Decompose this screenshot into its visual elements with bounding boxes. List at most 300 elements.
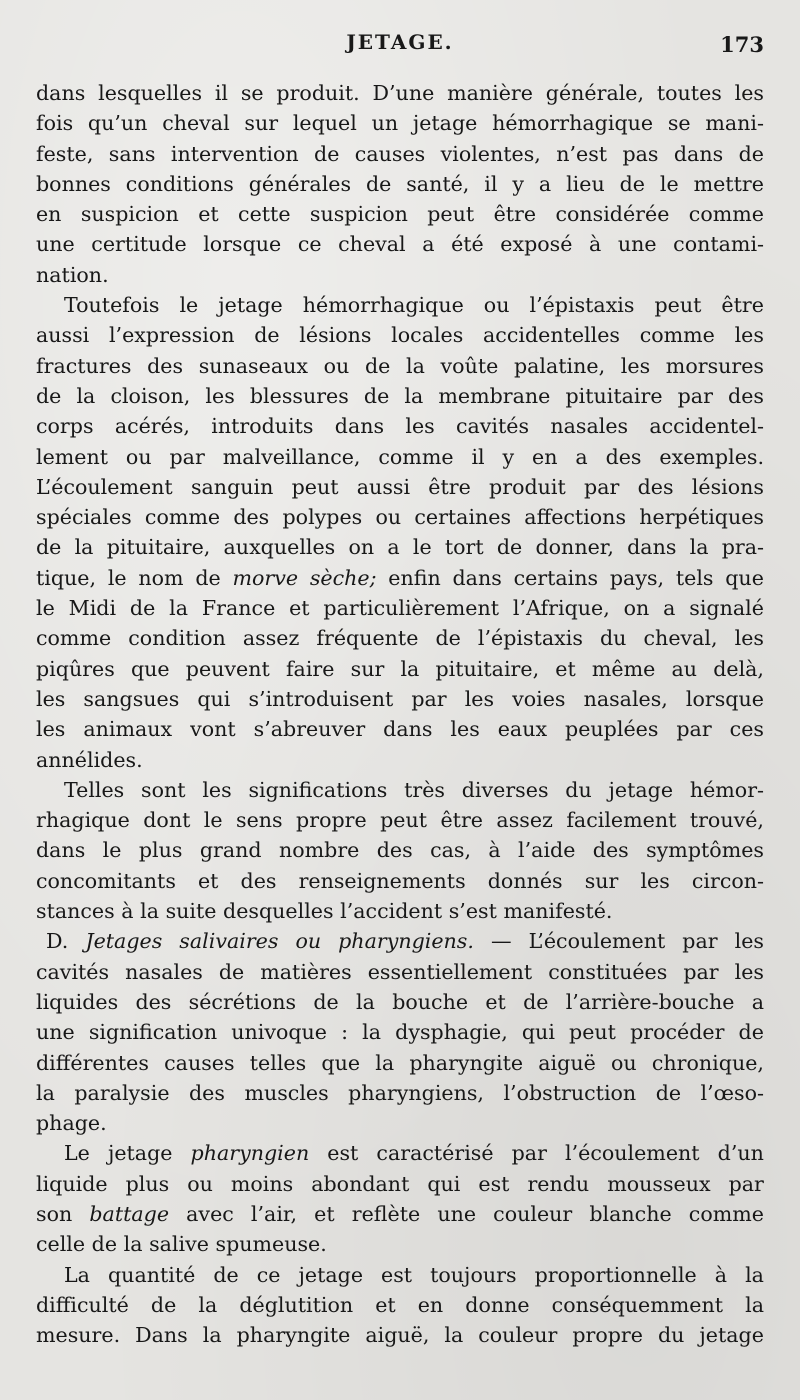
text-word: n’est	[556, 141, 608, 166]
text-word: dans	[627, 535, 677, 560]
text-word: tort	[444, 535, 484, 560]
text-word: l’œso-	[700, 1080, 764, 1105]
text-word: jetage	[608, 777, 674, 802]
text-word: fractures	[36, 353, 132, 378]
text-word: jetage	[699, 1323, 764, 1348]
text-line	[36, 78, 764, 108]
text-word: accidentelles	[483, 323, 620, 348]
text-word: pituitaire,	[106, 535, 211, 560]
text-word: il	[214, 81, 229, 105]
text-word: salive	[149, 1232, 209, 1257]
text-word: les	[734, 323, 764, 348]
text-word: cheval,	[643, 626, 718, 651]
text-word: ou	[483, 293, 510, 318]
text-word: les	[734, 81, 764, 105]
text-word: de	[254, 323, 280, 348]
text-word: se	[240, 81, 264, 105]
text-word: la	[745, 1292, 764, 1317]
text-word: celle	[36, 1232, 86, 1257]
text-word: introduits	[211, 414, 314, 439]
text-line	[36, 1169, 764, 1199]
text-word: de	[195, 565, 221, 590]
text-word: sens	[236, 808, 283, 833]
text-word: liquide	[36, 1171, 108, 1196]
text-word: produit	[489, 474, 566, 499]
text-word: été	[451, 232, 484, 257]
text-word: de	[655, 1080, 682, 1105]
text-word: animaux	[83, 717, 173, 742]
text-word: avec	[186, 1201, 234, 1226]
text-word: dans	[383, 717, 433, 742]
text-word: de	[314, 141, 340, 166]
text-word: fois	[36, 111, 74, 136]
text-line	[36, 108, 764, 138]
text-word: la	[745, 1262, 764, 1287]
text-word: causes	[164, 1050, 235, 1075]
text-word: de	[129, 596, 156, 621]
text-word: assez	[496, 808, 553, 833]
text-word: peut	[654, 293, 702, 318]
text-word: auxquelles	[223, 535, 336, 560]
text-word: polypes	[282, 505, 363, 530]
text-word: s’abreuver	[253, 717, 366, 742]
text-word: malveillance,	[222, 444, 361, 469]
text-word: pituitaire	[565, 383, 663, 408]
text-word: peut	[380, 808, 428, 833]
text-word: propre	[572, 1323, 643, 1348]
text-word: de	[218, 959, 245, 984]
text-word: générale,	[545, 81, 645, 105]
text-word: bonnes	[36, 171, 111, 196]
text-line	[36, 320, 764, 350]
text-word: de	[91, 1232, 118, 1257]
text-word: être	[440, 808, 483, 833]
text-word: hémorrhagique	[492, 111, 654, 136]
text-line	[36, 563, 764, 593]
text-word: de	[363, 383, 390, 408]
text-word: que	[725, 565, 764, 590]
text-word: significations	[248, 777, 388, 802]
text-word: peut	[569, 1020, 616, 1045]
text-word: pas	[622, 141, 659, 166]
text-word: par	[676, 717, 712, 742]
text-word: a	[422, 232, 435, 257]
text-line	[36, 169, 764, 199]
text-word: dans	[452, 565, 502, 590]
text-line	[36, 472, 764, 502]
text-word: une	[437, 1201, 477, 1226]
text-line	[36, 926, 764, 956]
text-word: causes	[354, 141, 426, 166]
text-word: ou	[187, 1171, 213, 1196]
text-word: lequel	[292, 111, 357, 136]
text-word: générales	[248, 171, 352, 196]
text-word: condition	[128, 626, 226, 651]
text-word: le	[203, 808, 223, 833]
text-word: :	[341, 1020, 349, 1045]
text-word: la	[198, 1292, 218, 1317]
text-word: ou	[125, 444, 152, 469]
text-word: fréquente	[316, 626, 419, 651]
text-word: l’arrière-bouche	[565, 989, 735, 1014]
text-word: voûte	[440, 353, 499, 378]
text-word: une	[36, 232, 75, 257]
text-word: le	[107, 565, 127, 590]
text-word: des	[592, 838, 629, 863]
text-word: ou	[295, 929, 322, 954]
text-word: être	[493, 202, 537, 227]
text-word: mesure.	[36, 1323, 121, 1348]
text-word: —	[490, 929, 512, 954]
text-word: quantité	[108, 1262, 196, 1287]
text-line	[36, 1138, 764, 1168]
text-word: à	[589, 232, 602, 257]
text-word: chronique,	[651, 1050, 764, 1075]
text-word: faire	[285, 656, 335, 681]
text-word: paralysie	[74, 1080, 170, 1105]
text-word: constituées	[548, 959, 668, 984]
text-word: corps	[36, 414, 94, 439]
text-word: univoque	[231, 1020, 327, 1045]
text-word: comme	[688, 1201, 764, 1226]
text-word: cavités	[455, 414, 530, 439]
text-word: déglutition	[239, 1292, 354, 1317]
text-word: procéder	[630, 1020, 725, 1045]
text-word: peut	[427, 202, 475, 227]
text-word: acérés,	[114, 414, 190, 439]
text-word: La	[64, 1262, 90, 1287]
text-word: sur	[244, 111, 279, 136]
text-word: conséquemment	[551, 1292, 724, 1317]
text-word: cheval	[338, 232, 406, 257]
text-word: pharyngite	[409, 1050, 524, 1075]
text-word: dans	[673, 141, 724, 166]
text-word: lésions	[691, 474, 764, 499]
text-word: qui	[521, 1020, 555, 1045]
text-word: pra-	[721, 535, 764, 560]
text-line	[36, 593, 764, 623]
text-word: rendu	[527, 1171, 590, 1196]
text-word: des	[189, 1080, 225, 1105]
text-word: et	[555, 656, 576, 681]
text-word: par	[511, 1141, 547, 1166]
text-word: de	[364, 353, 391, 378]
text-word: plus	[138, 838, 183, 863]
text-word: liquides	[36, 989, 119, 1014]
text-word: dans	[36, 838, 86, 863]
text-word: la	[404, 383, 424, 408]
text-line	[36, 654, 764, 684]
text-word: de	[738, 141, 764, 166]
text-word: ou	[375, 505, 402, 530]
text-word: suite	[165, 899, 217, 924]
text-word: cheval	[162, 111, 230, 136]
text-word: grand	[199, 838, 262, 863]
text-word: stances	[36, 899, 115, 924]
text-word: la	[362, 1020, 382, 1045]
text-word: hémor-	[689, 777, 764, 802]
text-word: nasales	[550, 414, 629, 439]
text-word: est	[327, 1141, 359, 1166]
text-word: contami-	[673, 232, 764, 257]
text-line	[36, 1290, 764, 1320]
text-word: circon-	[691, 868, 764, 893]
text-word: muscles	[244, 1080, 329, 1105]
text-line	[36, 957, 764, 987]
text-word: peut	[291, 474, 339, 499]
text-word: violentes,	[440, 141, 541, 166]
text-word: l’aide	[518, 838, 576, 863]
text-word: aiguë,	[365, 1323, 430, 1348]
text-word: France	[201, 596, 276, 621]
text-word: à	[488, 838, 501, 863]
running-title: JETAGE.	[346, 30, 454, 54]
text-word: caractérisé	[376, 1141, 494, 1166]
text-line	[36, 805, 764, 835]
text-word: manifesté.	[503, 899, 613, 924]
text-word: pays,	[609, 565, 665, 590]
text-word: être	[428, 474, 471, 499]
text-word: de	[36, 535, 62, 560]
text-word: un	[371, 111, 399, 136]
text-word: blessures	[249, 383, 349, 408]
text-word: sur	[350, 656, 385, 681]
text-line	[36, 987, 764, 1017]
text-word: il	[471, 444, 485, 469]
text-word: nasales	[125, 959, 203, 984]
text-line	[36, 229, 764, 259]
text-word: par	[584, 474, 620, 499]
text-word: les	[405, 414, 435, 439]
text-word: piqûres	[36, 656, 115, 681]
text-word: au	[671, 656, 698, 681]
text-word: Telles	[64, 777, 125, 802]
text-word: différentes	[36, 1050, 149, 1075]
body-text	[36, 78, 764, 1350]
text-word: la	[140, 899, 159, 924]
text-word: des	[376, 838, 413, 863]
text-word: accidentel-	[649, 414, 764, 439]
text-word: de	[619, 171, 645, 196]
text-line	[36, 381, 764, 411]
text-word: rhagique	[36, 808, 130, 833]
text-word: jetage	[298, 1262, 364, 1287]
text-word: trouvé,	[689, 808, 764, 833]
text-word: certaines	[414, 505, 512, 530]
text-word: exemples.	[659, 444, 764, 469]
text-word: telles	[249, 1050, 307, 1075]
text-word: les	[36, 686, 66, 711]
text-line	[36, 260, 764, 290]
text-word: une	[36, 1020, 75, 1045]
text-word: de	[213, 1262, 239, 1287]
text-word: lesquelles	[98, 81, 203, 105]
text-word: salivaires	[179, 929, 279, 954]
text-word: en	[532, 444, 558, 469]
text-word: eaux	[497, 717, 548, 742]
text-word: certitude	[91, 232, 187, 257]
text-word: être	[721, 293, 764, 318]
text-word: la	[406, 353, 425, 378]
text-word: donne	[465, 1292, 530, 1317]
text-word: D.	[46, 929, 69, 954]
text-line	[36, 775, 764, 805]
text-word: par	[677, 383, 713, 408]
text-word: tique,	[36, 565, 97, 590]
text-word: à	[714, 1262, 728, 1287]
text-word: y	[512, 171, 524, 196]
text-word: L’écoulement	[528, 929, 666, 954]
text-word: plus	[125, 1171, 170, 1196]
text-word: à	[121, 899, 134, 924]
text-word: s’introduisent	[248, 686, 394, 711]
text-word: des	[728, 383, 764, 408]
text-word: des	[147, 353, 184, 378]
text-word: par	[169, 444, 205, 469]
text-word: même	[591, 656, 656, 681]
text-word: la	[444, 1323, 464, 1348]
text-word: ces	[729, 717, 764, 742]
text-word: a	[538, 171, 552, 196]
text-line	[36, 1017, 764, 1047]
text-word: vont	[190, 717, 236, 742]
text-word: une	[617, 232, 657, 257]
text-word: la	[689, 535, 709, 560]
text-word: des	[605, 444, 642, 469]
text-word: aussi	[356, 474, 411, 499]
text-word: sèche;	[309, 565, 377, 590]
text-word: affections	[524, 505, 627, 530]
text-word: ou	[323, 353, 350, 378]
text-line	[36, 1078, 764, 1108]
text-word: symptômes	[646, 838, 764, 863]
text-word: difficulté	[36, 1292, 129, 1317]
text-word: toutes	[656, 81, 722, 105]
text-word: la	[123, 1232, 143, 1257]
text-word: cavités	[36, 959, 110, 984]
text-word: assez	[242, 626, 300, 651]
text-word: enfin	[388, 565, 441, 590]
text-word: l’expression	[108, 323, 235, 348]
text-word: de	[496, 535, 523, 560]
text-word: du	[599, 626, 627, 651]
text-word: reflète	[351, 1201, 421, 1226]
text-word: nation.	[36, 262, 109, 287]
text-word: est	[478, 1171, 510, 1196]
text-word: et	[375, 1292, 396, 1317]
text-word: de	[36, 383, 62, 408]
text-word: les	[205, 383, 235, 408]
text-word: jetage	[218, 293, 283, 318]
text-word: aussi	[36, 323, 90, 348]
text-word: lorsque	[685, 686, 764, 711]
text-word: par	[411, 686, 447, 711]
text-word: Dans	[135, 1323, 188, 1348]
text-word: pharyngite	[236, 1323, 351, 1348]
text-word: Le	[64, 1141, 90, 1166]
text-word: de	[523, 989, 549, 1014]
text-word: peuvent	[185, 656, 270, 681]
text-line	[36, 290, 764, 320]
text-word: s’est	[448, 899, 497, 924]
text-word: particulièrement	[323, 596, 500, 621]
page-header	[36, 30, 764, 66]
text-line	[36, 199, 764, 229]
text-word: jetage	[412, 111, 478, 136]
text-word: matières	[260, 959, 352, 984]
text-word: comme	[144, 505, 221, 530]
text-word: nombre	[278, 838, 360, 863]
text-word: la	[202, 1323, 222, 1348]
text-word: produit.	[276, 81, 360, 105]
text-word: mousseux	[607, 1171, 711, 1196]
text-word: il	[484, 171, 498, 196]
text-word: toujours	[430, 1262, 517, 1287]
text-word: les	[464, 686, 495, 711]
text-word: donner,	[535, 535, 614, 560]
text-word: pharyngien	[190, 1141, 310, 1166]
text-word: la	[356, 989, 375, 1014]
text-word: Toutefois	[64, 293, 160, 318]
text-word: herpétiques	[639, 505, 764, 530]
text-line	[36, 714, 764, 744]
text-word: son	[36, 1201, 73, 1226]
text-word: de	[150, 1292, 177, 1317]
text-line	[36, 411, 764, 441]
text-word: le	[659, 171, 679, 196]
text-word: le	[102, 838, 122, 863]
text-word: que	[130, 656, 170, 681]
text-word: qu’un	[87, 111, 148, 136]
text-word: la	[76, 383, 96, 408]
text-line	[36, 1108, 764, 1138]
text-word: lieu	[566, 171, 605, 196]
text-word: la	[36, 1080, 55, 1105]
text-word: a	[387, 535, 400, 560]
text-line	[36, 835, 764, 865]
text-word: essentiellement	[367, 959, 533, 984]
text-line	[36, 351, 764, 381]
text-word: comme	[639, 323, 715, 348]
text-word: feste,	[36, 141, 94, 166]
text-word: l’Afrique,	[512, 596, 610, 621]
text-word: le	[36, 596, 55, 621]
text-line	[36, 684, 764, 714]
text-line	[36, 139, 764, 169]
text-word: signification	[88, 1020, 218, 1045]
text-line	[36, 502, 764, 532]
text-word: les	[202, 777, 232, 802]
page-number: 173	[720, 32, 764, 57]
text-word: mani-	[705, 111, 764, 136]
text-word: des	[240, 868, 277, 893]
text-word: les	[36, 717, 66, 742]
text-word: Midi	[68, 596, 117, 621]
text-word: manière	[447, 81, 533, 105]
text-word: nasales,	[583, 686, 668, 711]
text-word: jetage	[107, 1141, 173, 1166]
text-word: Jetages	[85, 929, 163, 954]
text-word: comme	[688, 202, 764, 227]
text-word: membrane	[438, 383, 551, 408]
text-word: nom	[138, 565, 184, 590]
text-word: l’épistaxis	[477, 626, 583, 651]
text-word: très	[404, 777, 445, 802]
text-word: palatine,	[513, 353, 606, 378]
text-word: en	[417, 1292, 444, 1317]
text-line	[36, 866, 764, 896]
text-word: D’une	[372, 81, 435, 105]
